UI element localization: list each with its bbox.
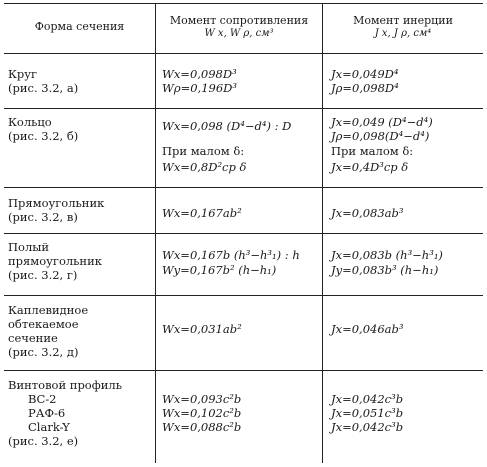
row-hollow-rect-name: Полый bbox=[8, 240, 50, 254]
header-resistance-units: W x, W ρ, см³ bbox=[204, 28, 274, 39]
header-inertia-units: J x, J ρ, см⁴ bbox=[374, 28, 432, 39]
row-divider bbox=[4, 233, 483, 234]
ring-wx-small: Wx=0,8D²ср δ bbox=[162, 160, 247, 174]
row-circle-name: Круг bbox=[8, 67, 38, 81]
profile-jx-1: Jx=0,042c³b bbox=[331, 392, 404, 406]
row-circle-ref: (рис. 3.2, а) bbox=[8, 81, 79, 95]
header-inertia-moment: Момент инерции bbox=[353, 14, 453, 27]
ring-small-delta-label-2: При малом δ: bbox=[331, 144, 414, 158]
row-teardrop-name-2: обтекаемое bbox=[8, 317, 79, 331]
profile-clarky: Clark-Y bbox=[28, 420, 70, 434]
profile-vs2: ВС-2 bbox=[28, 392, 57, 406]
profile-jx-3: Jx=0,042c³b bbox=[331, 420, 404, 434]
row-divider bbox=[4, 295, 483, 296]
hollow-rect-jx: Jx=0,083b (h³−h³₁) bbox=[331, 248, 443, 262]
teardrop-wx: Wx=0,031ab² bbox=[162, 322, 242, 336]
hollow-rect-jy: Jy=0,083b³ (h−h₁) bbox=[331, 263, 439, 277]
rectangle-wx: Wx=0,167ab² bbox=[162, 206, 242, 220]
header-bottom-rule bbox=[4, 53, 483, 54]
row-rectangle-name: Прямоугольник bbox=[8, 196, 105, 210]
row-divider bbox=[4, 370, 483, 371]
row-profile-name: Винтовой профиль bbox=[8, 378, 122, 392]
profile-raf6: РАФ-6 bbox=[28, 406, 66, 420]
ring-jp: Jρ=0,098(D⁴−d⁴) bbox=[331, 129, 430, 143]
row-divider bbox=[4, 108, 483, 109]
row-teardrop-name: Каплевидное bbox=[8, 303, 89, 317]
circle-jp: Jρ=0,098D⁴ bbox=[331, 81, 399, 95]
row-teardrop-name-3: сечение bbox=[8, 331, 58, 345]
teardrop-jx: Jx=0,046ab³ bbox=[331, 322, 404, 336]
ring-wx: Wx=0,098 (D⁴−d⁴) : D bbox=[162, 119, 292, 133]
row-ring-name: Кольцо bbox=[8, 115, 52, 129]
header-resistance-moment: Момент сопротивления bbox=[169, 14, 309, 27]
profile-wx-3: Wx=0,088c²b bbox=[162, 420, 242, 434]
profile-wx-1: Wx=0,093c²b bbox=[162, 392, 242, 406]
row-profile-ref: (рис. 3.2, е) bbox=[8, 434, 79, 448]
column-divider bbox=[155, 3, 156, 463]
ring-jx: Jx=0,049 (D⁴−d⁴) bbox=[331, 115, 433, 129]
row-rectangle-ref: (рис. 3.2, в) bbox=[8, 210, 78, 224]
ring-jx-small: Jx=0,4D³ср δ bbox=[331, 160, 409, 174]
rectangle-jx: Jx=0,083ab³ bbox=[331, 206, 404, 220]
profile-jx-2: Jx=0,051c³b bbox=[331, 406, 404, 420]
header-section-shape: Форма сечения bbox=[34, 20, 125, 33]
ring-small-delta-label: При малом δ: bbox=[162, 144, 245, 158]
column-divider bbox=[322, 3, 323, 463]
hollow-rect-wy: Wy=0,167b² (h−h₁) bbox=[162, 263, 277, 277]
row-hollow-rect-ref: (рис. 3.2, г) bbox=[8, 268, 78, 282]
circle-wp: Wρ=0,196D³ bbox=[162, 81, 237, 95]
hollow-rect-wx: Wx=0,167b (h³−h³₁) : h bbox=[162, 248, 300, 262]
row-ring-ref: (рис. 3.2, б) bbox=[8, 129, 79, 143]
circle-wx: Wx=0,098D³ bbox=[162, 67, 237, 81]
row-divider bbox=[4, 187, 483, 188]
row-hollow-rect-name-2: прямоугольник bbox=[8, 254, 102, 268]
profile-wx-2: Wx=0,102c²b bbox=[162, 406, 242, 420]
table-top-rule bbox=[4, 3, 483, 4]
row-teardrop-ref: (рис. 3.2, д) bbox=[8, 345, 79, 359]
circle-jx: Jx=0,049D⁴ bbox=[331, 67, 399, 81]
